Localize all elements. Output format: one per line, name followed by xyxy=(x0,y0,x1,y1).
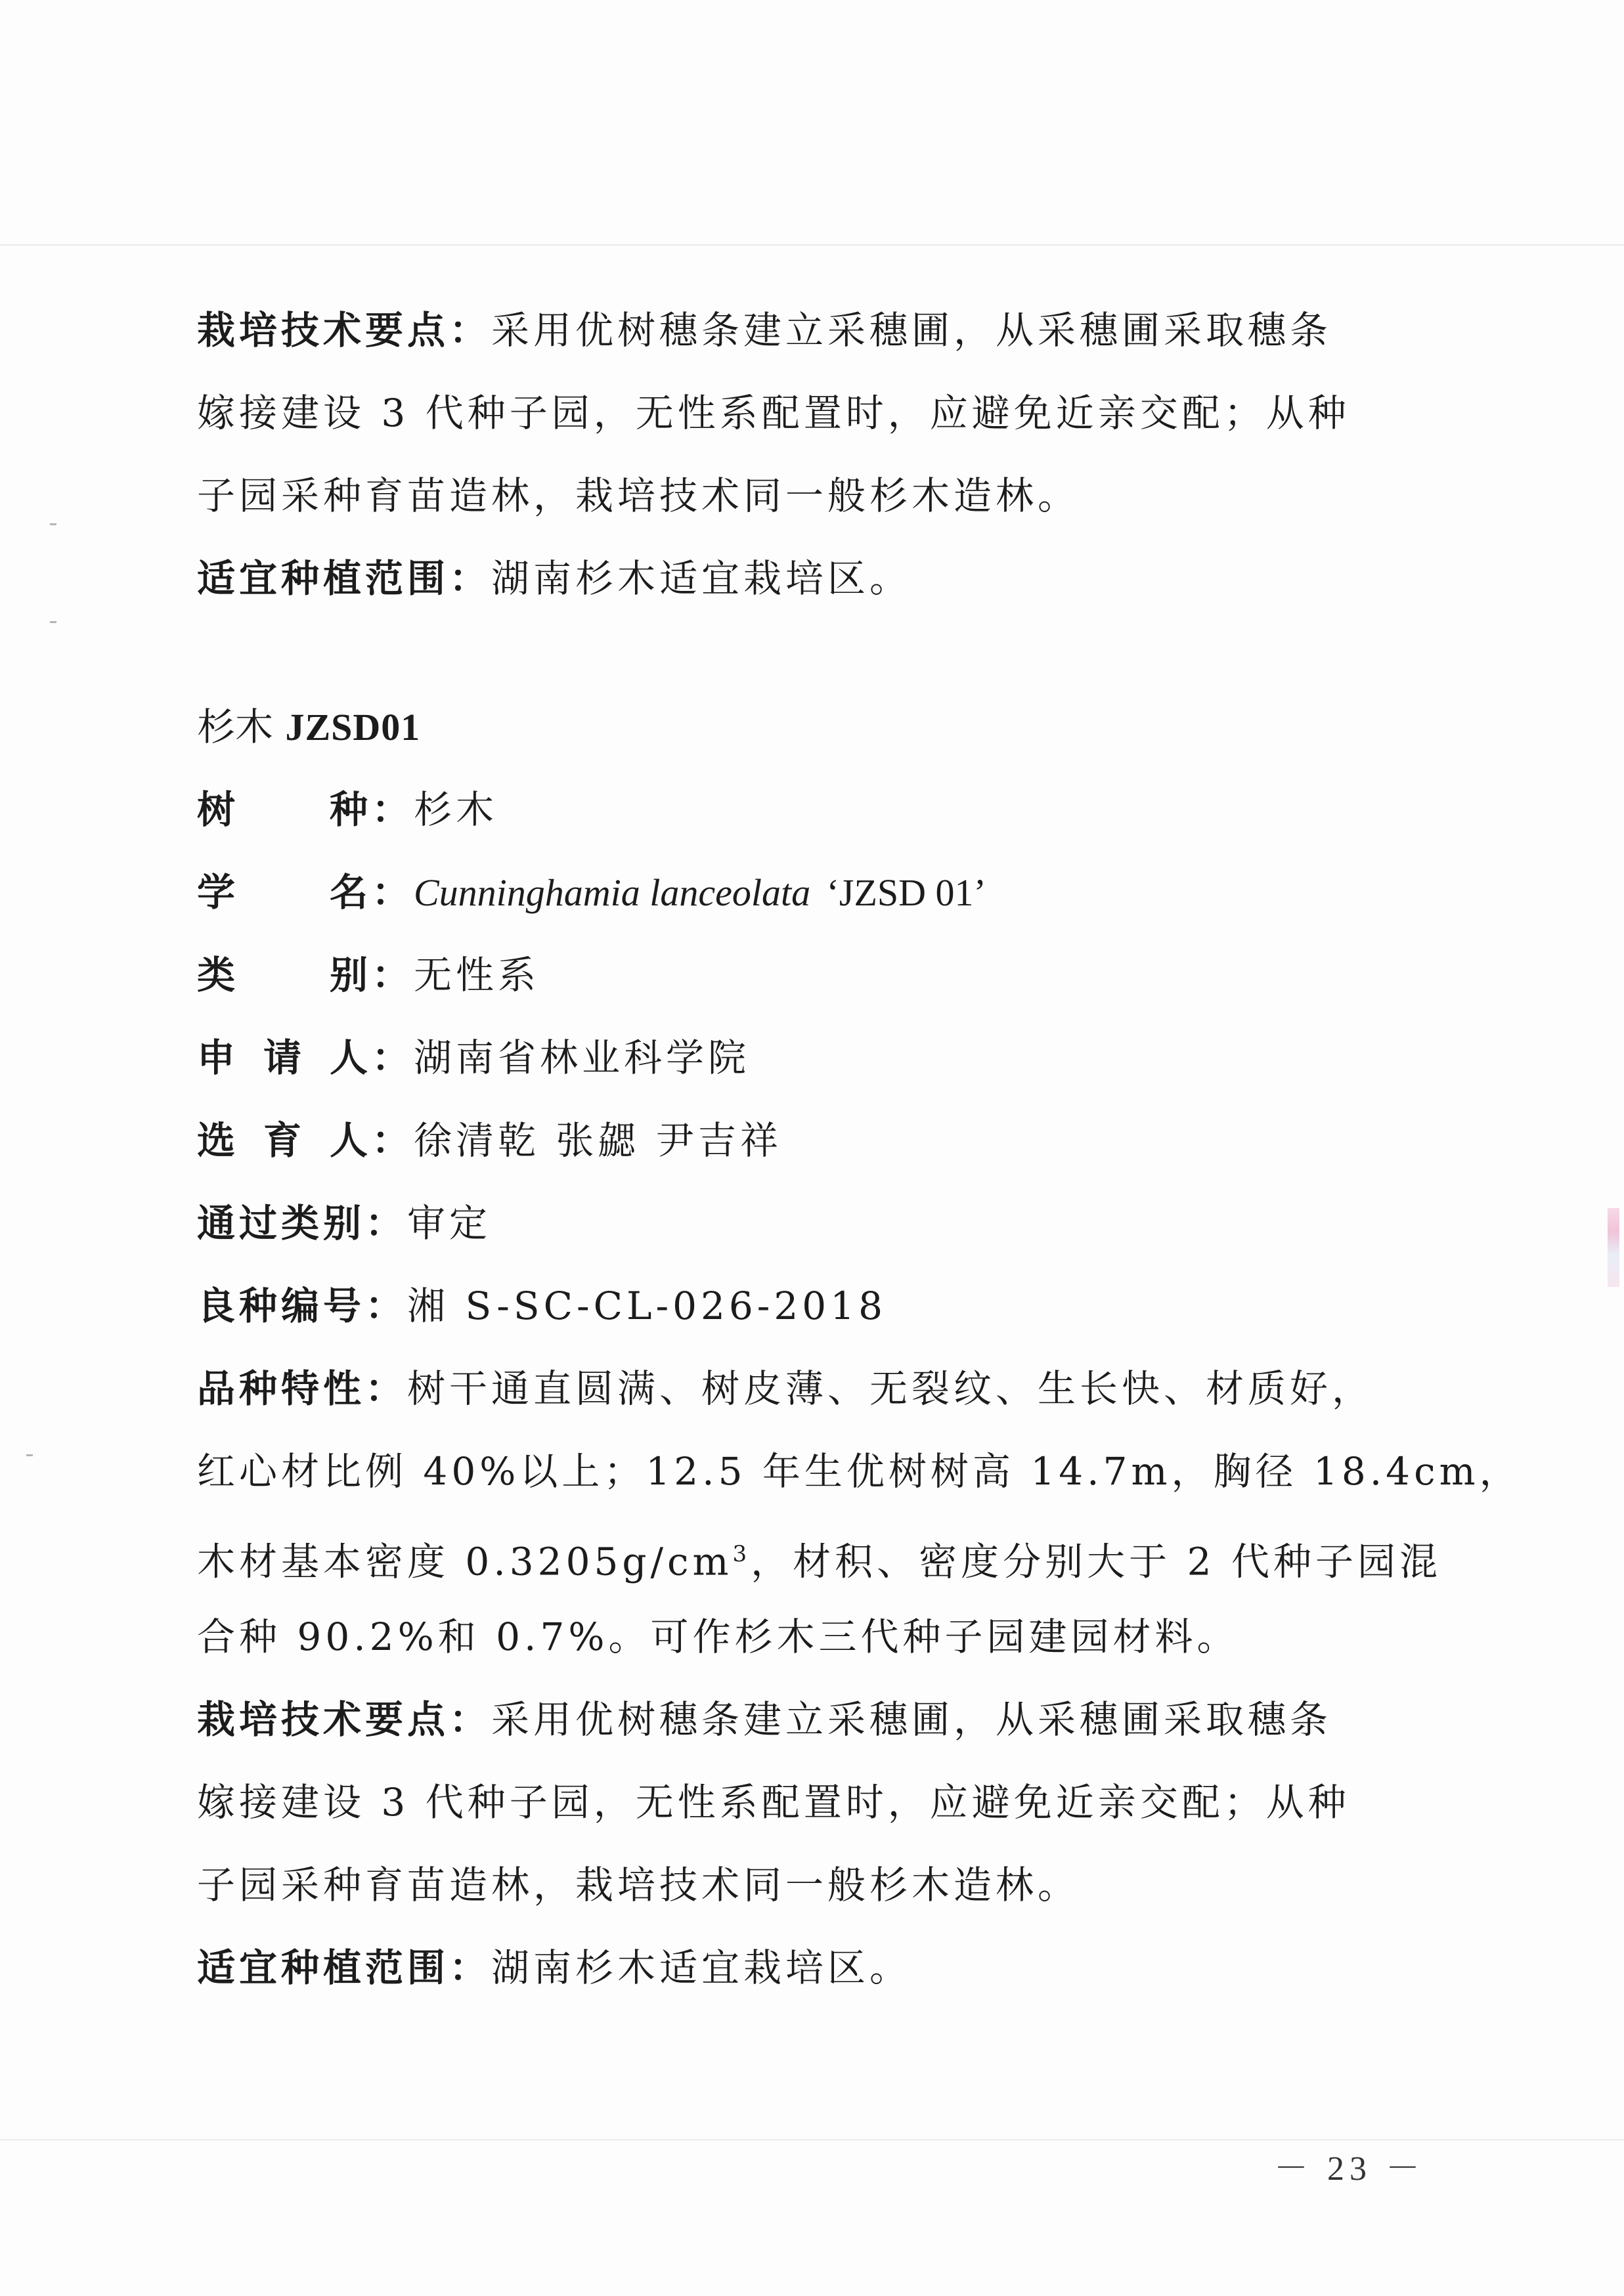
cultivation-text: 采用优树穗条建立采穗圃，从采穗圃采取穗条 xyxy=(491,308,1332,353)
scan-artifact-line xyxy=(0,244,1624,246)
variety-number-value: 湘 S-SC-CL-026-2018 xyxy=(407,1284,887,1328)
traits-label: 品种特性： xyxy=(197,1366,408,1411)
applicant-label: 申 请 人： xyxy=(197,1035,414,1080)
page-number: － 23 － xyxy=(1274,2150,1426,2188)
species-value: 杉木 xyxy=(414,787,498,832)
cultivation-text: 采用优树穗条建立采穗圃，从采穗圃采取穗条 xyxy=(491,1697,1332,1742)
scan-artifact-strip xyxy=(1608,1208,1619,1287)
scientific-name-line xyxy=(197,851,1445,934)
planting-range-line xyxy=(197,1926,1445,2009)
variety-title-code: JZSD01 xyxy=(285,706,421,748)
breeder-line xyxy=(197,1099,1445,1182)
approval-line xyxy=(197,1182,1445,1265)
traits-text-line xyxy=(197,1513,1445,1595)
cultivar-name: ‘JZSD 01’ xyxy=(826,871,986,914)
applicant-line xyxy=(197,1016,1445,1099)
scan-artifact-mark xyxy=(50,621,56,623)
scan-artifact-mark xyxy=(26,1454,33,1456)
approval-value: 审定 xyxy=(407,1201,492,1245)
species-label: 树 种： xyxy=(197,787,414,832)
scientific-name: Cunninghamia lanceolata xyxy=(414,871,811,914)
traits-text-line: 红心材比例 40%以上；12.5 年生优树树高 14.7m，胸径 18.4cm， xyxy=(197,1449,1522,1494)
traits-text: 树干通直圆满、树皮薄、无裂纹、生长快、材质好， xyxy=(407,1366,1374,1411)
traits-text: ，材积、密度分别大于 2 代种子园混 xyxy=(751,1539,1441,1584)
cultivation-text-line: 子园采种育苗造林，栽培技术同一般杉木造林。 xyxy=(197,473,1080,518)
species-line xyxy=(197,768,1445,851)
cultivation-label: 栽培技术要点： xyxy=(197,1697,492,1742)
cultivation-text-line: 嫁接建设 3 代种子园，无性系配置时，应避免近亲交配；从种 xyxy=(197,1780,1350,1825)
variety-number-line xyxy=(197,1265,1445,1347)
cultivation-points-line xyxy=(197,289,1445,372)
variety-title xyxy=(197,685,1445,768)
cultivation-text-line: 子园采种育苗造林，栽培技术同一般杉木造林。 xyxy=(197,1863,1080,1907)
planting-range-line xyxy=(197,537,1445,620)
cultivation-label: 栽培技术要点： xyxy=(197,308,492,353)
category-value: 无性系 xyxy=(414,953,540,997)
planting-range-value: 湖南杉木适宜栽培区。 xyxy=(491,1945,912,1990)
category-label: 类 别： xyxy=(197,953,414,997)
approval-label: 通过类别： xyxy=(197,1201,408,1245)
planting-range-label: 适宜种植范围： xyxy=(197,1945,492,1990)
breeder-label: 选 育 人： xyxy=(197,1118,414,1163)
cultivation-text-line: 嫁接建设 3 代种子园，无性系配置时，应避免近亲交配；从种 xyxy=(197,391,1350,435)
cultivation-points-line xyxy=(197,1678,1445,1761)
traits-line xyxy=(197,1347,1445,1430)
traits-text: 木材基本密度 0.3205g/cm xyxy=(197,1539,733,1584)
breeder-value: 徐清乾 张勰 尹吉祥 xyxy=(414,1118,782,1163)
applicant-value: 湖南省林业科学院 xyxy=(414,1035,751,1080)
scientific-name-label: 学 名： xyxy=(197,870,414,915)
superscript: 3 xyxy=(732,1541,751,1567)
variety-title-prefix: 杉木 xyxy=(197,704,274,749)
planting-range-value: 湖南杉木适宜栽培区。 xyxy=(491,556,912,601)
scan-artifact-mark xyxy=(50,523,56,525)
variety-number-label: 良种编号： xyxy=(197,1284,408,1328)
planting-range-label: 适宜种植范围： xyxy=(197,556,492,601)
traits-text-line: 合种 90.2%和 0.7%。可作杉木三代种子园建园材料。 xyxy=(197,1614,1239,1659)
document-body xyxy=(197,289,1522,2009)
category-line xyxy=(197,934,1445,1016)
